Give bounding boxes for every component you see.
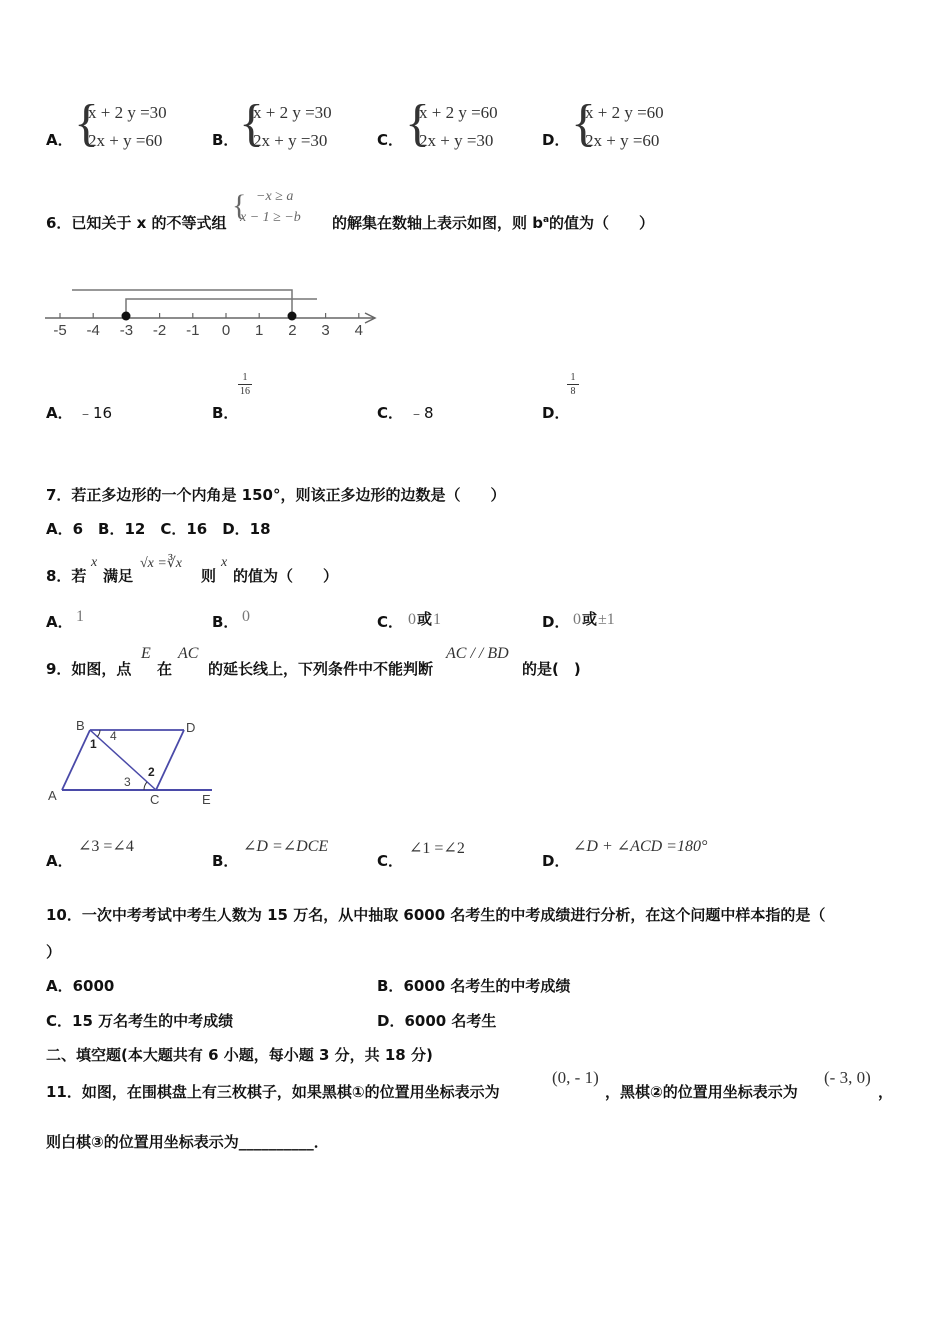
- q6-option-b-den: 16: [240, 386, 250, 397]
- q9-stem-2: 在: [157, 660, 173, 678]
- number-line-ticks: [53, 313, 363, 339]
- q5-option-b-brace: {: [239, 95, 264, 152]
- q6-brace: {: [232, 189, 247, 222]
- q9-option-c-letter: C．: [377, 852, 404, 870]
- tick-label: -5: [53, 322, 67, 339]
- label-b: B: [76, 718, 85, 733]
- q10-option-d: D．6000 名考生: [377, 1012, 497, 1030]
- q5-option-b-letter: B．: [212, 131, 239, 149]
- label-angle-3: 3: [124, 775, 131, 789]
- q9-option-b-letter: B．: [212, 852, 239, 870]
- q8-option-a-letter: A．: [46, 613, 73, 631]
- q5-option-b-system: [253, 99, 332, 155]
- q5-option-a-brace: {: [74, 95, 99, 152]
- q10-stem-line2: ）: [46, 943, 62, 961]
- tick-label: -2: [152, 322, 167, 339]
- q9-option-d-letter: D．: [542, 852, 570, 870]
- q5-option-c-system: [419, 99, 498, 155]
- label-c: C: [150, 792, 160, 807]
- line-dc: [156, 730, 184, 790]
- q6-option-a-letter: A．: [46, 404, 73, 422]
- q8-option-b-letter: B．: [212, 613, 239, 631]
- q11-stem-2: ，黑棋②的位置用坐标表示为: [605, 1083, 798, 1101]
- q8-stem-2: 满足: [103, 567, 134, 585]
- tick-label: 4: [354, 322, 363, 339]
- q6-option-d-num: 1: [570, 372, 576, 383]
- q11-stem-3: ，: [878, 1083, 894, 1101]
- label-angle-1: 1: [90, 737, 97, 751]
- q5-option-c-brace: {: [405, 95, 430, 152]
- q8-option-b-value: 0: [242, 608, 250, 625]
- q5-option-d-eq2: 2x + y =60: [585, 131, 660, 150]
- q11-stem-line2: 则白棋③的位置用坐标表示为__________．: [46, 1133, 329, 1151]
- q9-option-a-letter: A．: [46, 852, 73, 870]
- section-2-title: 二、填空题(本大题共有 6 小题，每小题 3 分，共 18 分): [46, 1046, 433, 1064]
- q5-option-d-brace: {: [571, 95, 596, 152]
- q6-option-b-num: 1: [242, 372, 248, 383]
- q6-option-b-letter: B．: [212, 404, 239, 422]
- tick-label: -1: [186, 322, 200, 339]
- q6-option-d-letter: D．: [542, 404, 570, 422]
- tick-label: -3: [119, 322, 134, 339]
- q5-option-a-letter: A．: [46, 131, 73, 149]
- q8-option-c-value: 0或1: [408, 610, 442, 628]
- q9-option-b-value: ∠D =∠DCE: [243, 838, 329, 855]
- q6-ineq2: x − 1 ≥ −b: [240, 210, 301, 225]
- q8-x-1: x: [91, 555, 98, 570]
- tick-label: -4: [86, 322, 100, 339]
- q8-stem-4: 的值为（ ）: [233, 567, 339, 585]
- q8-option-d-letter: D．: [542, 613, 570, 631]
- solid-point-minus3: [122, 312, 131, 321]
- q5-option-c-eq2: 2x + y =30: [419, 131, 494, 150]
- q9-stem-3: 的延长线上，下列条件中不能判断: [208, 660, 434, 678]
- label-angle-4: 4: [110, 729, 117, 743]
- q11-coord-1: (0, - 1): [552, 1068, 599, 1087]
- q5-option-c-letter: C．: [377, 131, 404, 149]
- line-bc: [90, 730, 156, 790]
- q5-option-d-letter: D．: [542, 131, 570, 149]
- q5-option-b-eq2: 2x + y =30: [253, 131, 328, 150]
- label-angle-2: 2: [148, 765, 155, 779]
- tick-label: 0: [221, 322, 231, 339]
- q8-option-c-letter: C．: [377, 613, 404, 631]
- q5-option-a-eq1: x + 2 y =30: [88, 103, 167, 122]
- q9-parallel: AC / / BD: [446, 645, 509, 662]
- q6-option-c-letter: C．: [377, 404, 404, 422]
- label-a: A: [48, 788, 57, 803]
- tick-label: 3: [321, 322, 330, 339]
- q8-option-d-value: 0或±1: [573, 610, 615, 628]
- q11-coord-2: (- 3, 0): [824, 1068, 871, 1087]
- q8-option-a-value: 1: [76, 608, 84, 625]
- q5-option-a-system: [88, 99, 167, 155]
- q5-option-d-system: [585, 99, 664, 155]
- q9-figure: [44, 712, 219, 812]
- q11-stem-1: 11．如图，在围棋盘上有三枚棋子，如果黑棋①的位置用坐标表示为: [46, 1083, 500, 1101]
- q10-option-a: A．6000: [46, 977, 115, 995]
- q10-stem-line1: 10．一次中考考试中考生人数为 15 万名，从中抽取 6000 名考生的中考成绩进行分析，在这个问题中样本指的是（: [46, 906, 826, 924]
- tick-label: 1: [255, 322, 264, 339]
- solid-point-2: [288, 312, 297, 321]
- q5-option-d-eq1: x + 2 y =60: [585, 103, 664, 122]
- q9-line-ac: AC: [178, 645, 199, 662]
- q8-x-2: x: [221, 555, 228, 570]
- q6-stem-pre: 6．已知关于 x 的不等式组: [46, 214, 227, 232]
- q6-option-c-value: ﹣8: [409, 404, 434, 422]
- q6-option-d-den: 8: [570, 386, 576, 397]
- q6-ineq1: −x ≥ a: [256, 189, 294, 204]
- label-d: D: [186, 720, 196, 735]
- q5-option-a-eq2: 2x + y =60: [88, 131, 163, 150]
- q9-stem-4: 的是( ): [522, 660, 581, 678]
- q10-option-b: B．6000 名考生的中考成绩: [377, 977, 571, 995]
- q6-number-line: [40, 280, 390, 345]
- q8-stem-3: 则: [201, 567, 217, 585]
- q8-stem-1: 8．若: [46, 567, 87, 585]
- tick-label: 2: [288, 322, 297, 339]
- q5-option-c-eq1: x + 2 y =60: [419, 103, 498, 122]
- label-e: E: [202, 792, 211, 807]
- q6-option-a-value: ﹣16: [78, 404, 113, 422]
- q6-option-d-fraction: [567, 372, 579, 397]
- q9-point-e: E: [141, 645, 151, 662]
- q9-option-c-value: ∠1 =∠2: [409, 840, 465, 857]
- line-ab: [62, 730, 90, 790]
- q5-option-b-eq1: x + 2 y =30: [253, 103, 332, 122]
- q7-options: A．6 B．12 C．16 D．18: [46, 520, 271, 538]
- q9-option-d-value: ∠D + ∠ACD =180°: [573, 838, 708, 855]
- q8-equation: √x =∛x: [140, 556, 182, 571]
- solution-bracket-left: [72, 290, 292, 316]
- q7-stem: 7．若正多边形的一个内角是 150°，则该正多边形的边数是（ ）: [46, 486, 506, 504]
- q9-stem-1: 9．如图，点: [46, 660, 132, 678]
- q9-option-a-value: ∠3 =∠4: [78, 838, 134, 855]
- q6-stem-post: 的解集在数轴上表示如图，则 $b^a$的值为（ ）: [332, 214, 655, 232]
- q6-option-b-fraction: [238, 372, 252, 397]
- q10-option-c: C．15 万名考生的中考成绩: [46, 1012, 234, 1030]
